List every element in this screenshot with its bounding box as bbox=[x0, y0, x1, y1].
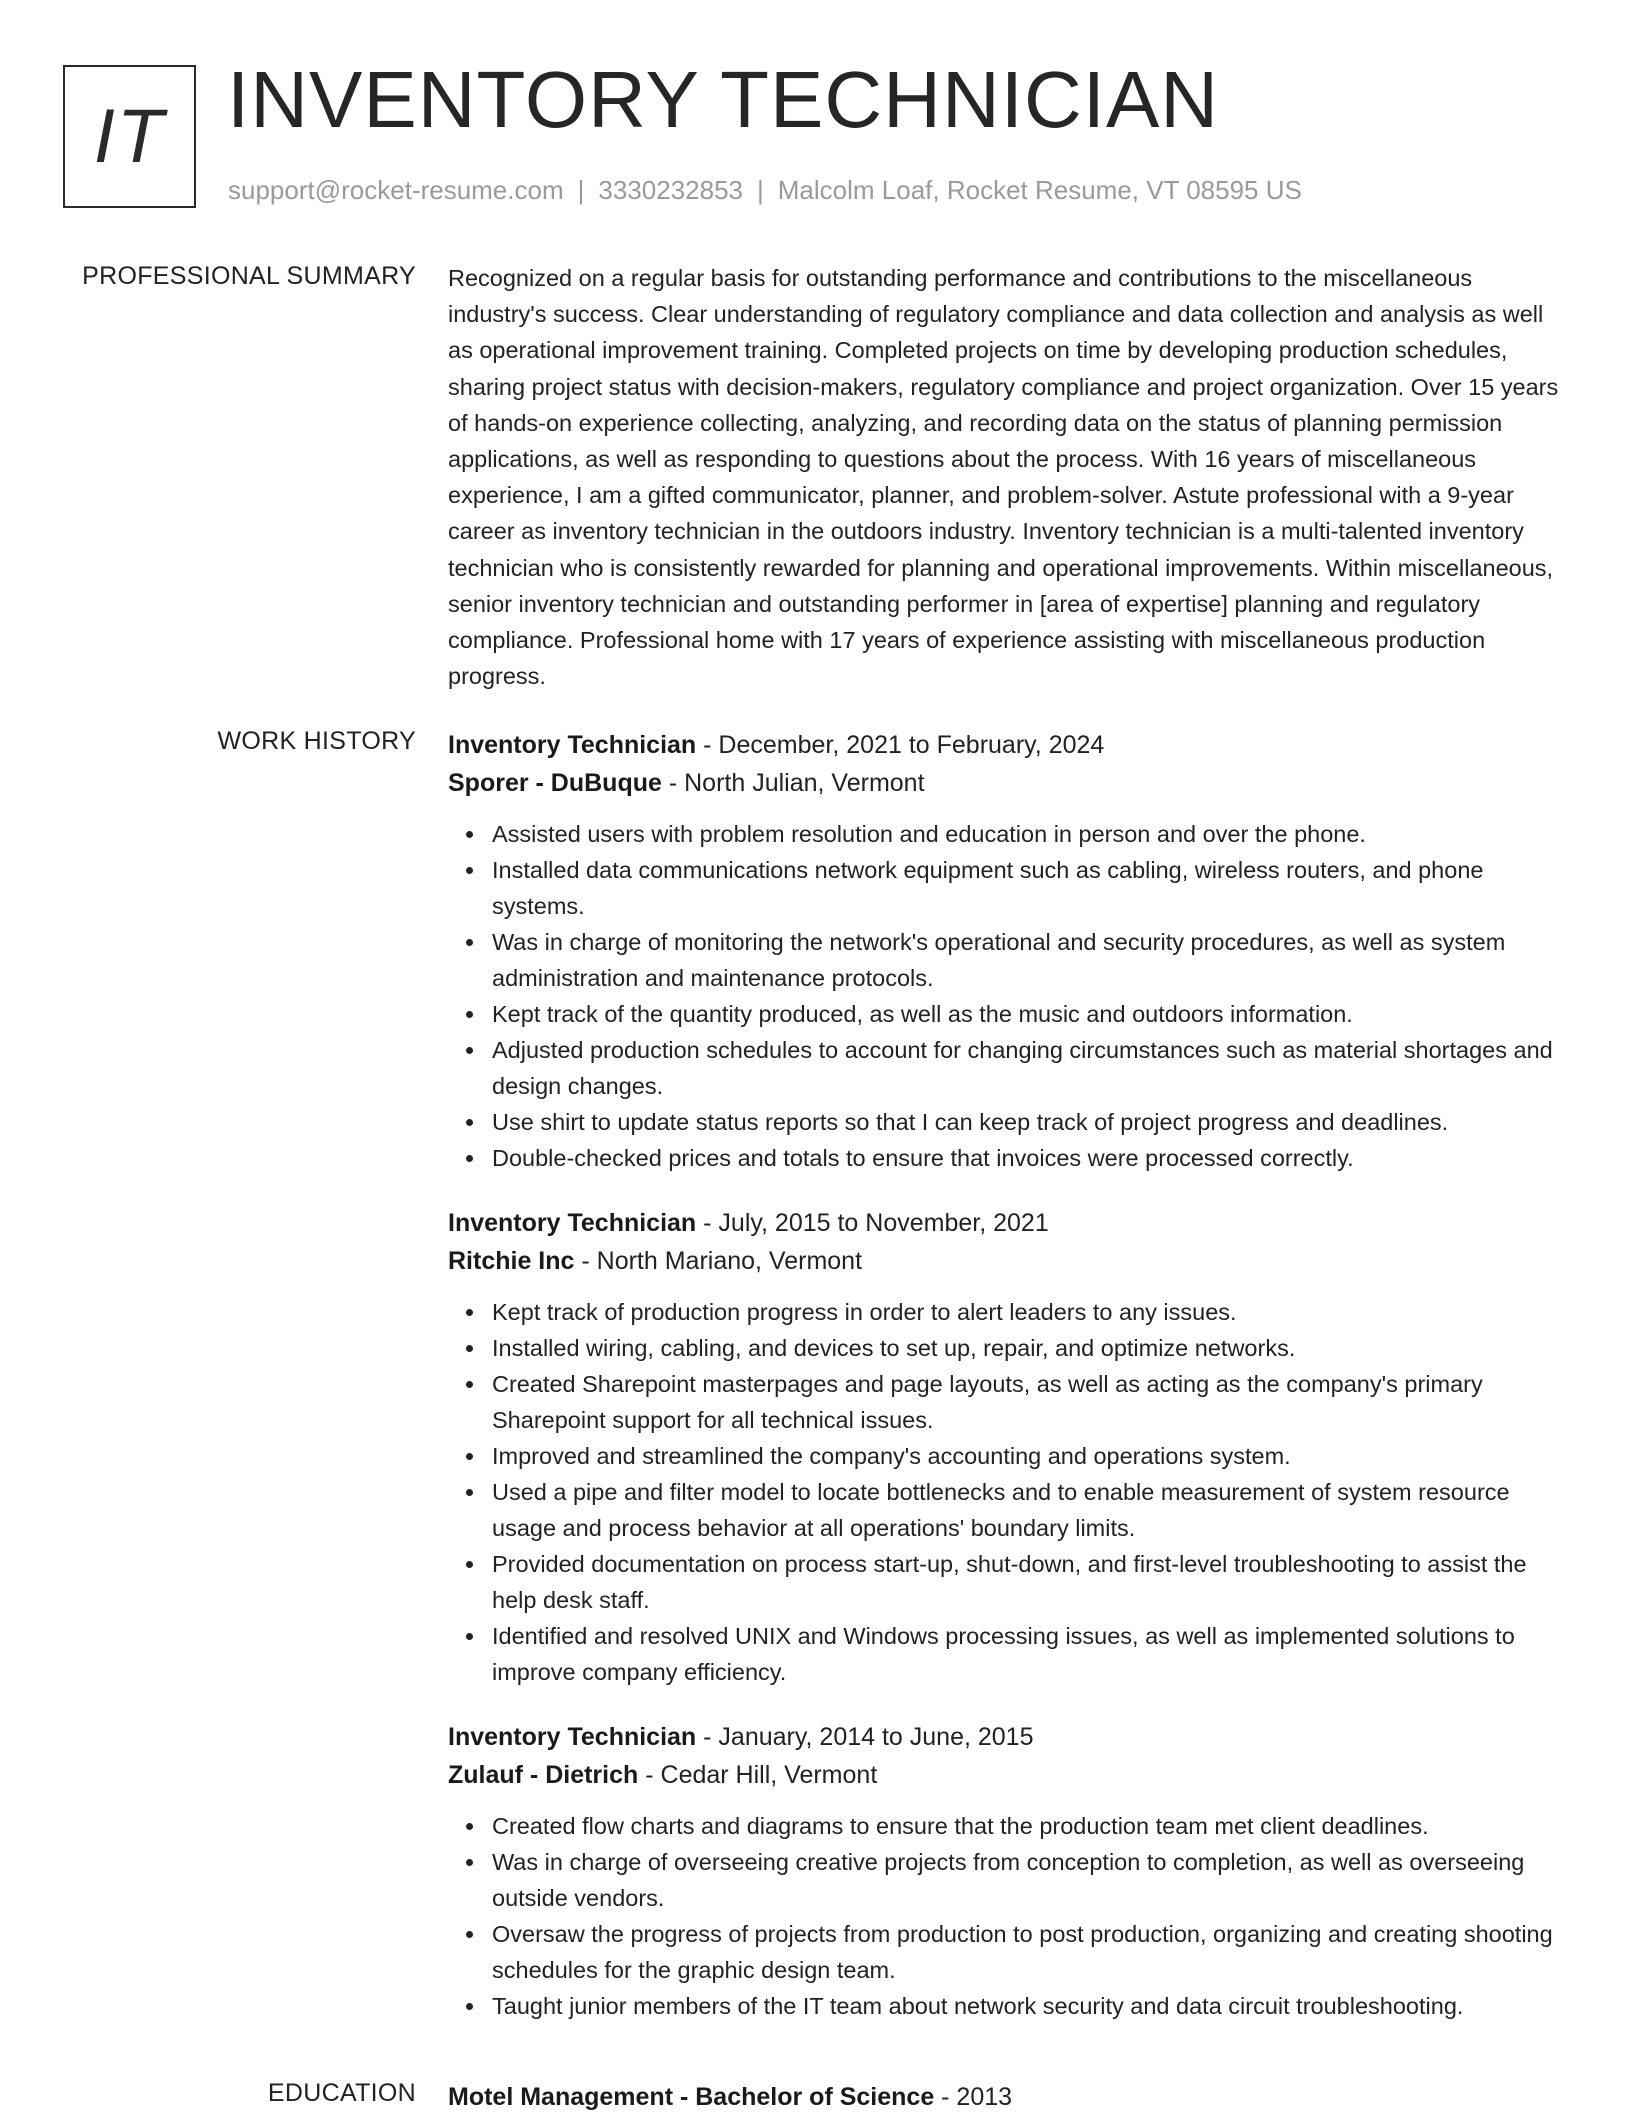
job-bullet-list bbox=[448, 1808, 1566, 2024]
job-entry bbox=[448, 1718, 1566, 2024]
education-heading: EDUCATION bbox=[267, 2079, 416, 2107]
education-year: - 2013 bbox=[934, 2083, 1013, 2111]
page-title: INVENTORY TECHNICIAN bbox=[227, 55, 1220, 144]
education-entry bbox=[448, 2078, 1566, 2112]
job-bullet-list bbox=[448, 816, 1566, 1176]
job-location: - Cedar Hill, Vermont bbox=[638, 1761, 878, 1789]
job-bullet: Double-checked prices and totals to ensure that invoices were processed correctly. bbox=[492, 1140, 1566, 1176]
job-location: - North Mariano, Vermont bbox=[574, 1247, 863, 1275]
education-degree: Motel Management - Bachelor of Science bbox=[448, 2083, 935, 2111]
contact-separator: | bbox=[757, 175, 764, 205]
job-dates: - December, 2021 to February, 2024 bbox=[696, 731, 1105, 759]
job-entry bbox=[448, 726, 1566, 1176]
job-company-line bbox=[448, 1756, 1566, 1794]
education-line bbox=[448, 2078, 1566, 2112]
job-bullet: Use shirt to update status reports so that I can keep track of project progress and deadlines. bbox=[492, 1104, 1566, 1140]
job-title-line bbox=[448, 1718, 1566, 1756]
job-title: Inventory Technician bbox=[448, 1209, 697, 1237]
contact-phone[interactable]: 3330232853 bbox=[598, 175, 743, 205]
job-location: - North Julian, Vermont bbox=[661, 769, 925, 797]
job-bullet: Kept track of the quantity produced, as well as the music and outdoors information. bbox=[492, 996, 1566, 1032]
work-history-heading: WORK HISTORY bbox=[217, 727, 416, 755]
job-bullet: Adjusted production schedules to account for changing circumstances such as material shortages and design changes. bbox=[492, 1032, 1566, 1104]
job-bullet-list bbox=[448, 1294, 1566, 1690]
job-company-line bbox=[448, 764, 1566, 802]
job-company: Sporer - DuBuque bbox=[448, 769, 662, 797]
job-bullet: Improved and streamlined the company's accounting and operations system. bbox=[492, 1438, 1566, 1474]
monogram-initials: IT bbox=[93, 94, 166, 179]
job-bullet: Assisted users with problem resolution and education in person and over the phone. bbox=[492, 816, 1566, 852]
job-bullet: Oversaw the progress of projects from production to post production, organizing and creating shooting schedules for the graphic design team. bbox=[492, 1916, 1566, 1988]
job-bullet: Kept track of production progress in order to alert leaders to any issues. bbox=[492, 1294, 1566, 1330]
job-bullet: Installed wiring, cabling, and devices to set up, repair, and optimize networks. bbox=[492, 1330, 1566, 1366]
job-entry bbox=[448, 1204, 1566, 1690]
job-bullet: Was in charge of monitoring the network's operational and security procedures, as well as system administration and maintenance protocols. bbox=[492, 924, 1566, 996]
job-title: Inventory Technician bbox=[448, 1723, 697, 1751]
job-bullet: Provided documentation on process start-up, shut-down, and first-level troubleshooting to assist the help desk staff. bbox=[492, 1546, 1566, 1618]
job-bullet: Installed data communications network equipment such as cabling, wireless routers, and phone systems. bbox=[492, 852, 1566, 924]
monogram-box bbox=[63, 65, 196, 208]
contact-address: Malcolm Loaf, Rocket Resume, VT 08595 US bbox=[777, 175, 1302, 205]
job-bullet: Created Sharepoint masterpages and page layouts, as well as acting as the company's primary Sharepoint support for all technical issues. bbox=[492, 1366, 1566, 1438]
summary-text: Recognized on a regular basis for outstanding performance and contributions to the miscellaneous industry's success. Clear understanding of regulatory compliance and data collection and analysis as well as operational improvement training. Completed projects on time by developing production schedules, sharing project status with decision-makers, regulatory compliance and project organization. Over 15 years of hands-on experience collecting, analyzing, and recording data on the status of planning permission applications, as well as responding to questions about the process. With 16 years of miscellaneous experience, I am a gifted communicator, planner, and problem-solver. Astute professional with a 9-year career as inventory technician in the outdoors industry. Inventory technician is a multi-talented inventory technician who is consistently rewarded for planning and operational improvements. Within miscellaneous, senior inventory technician and outstanding performer in [area of expertise] planning and regulatory compliance. Professional home with 17 years of experience assisting with miscellaneous production progress. bbox=[448, 265, 1559, 690]
job-company: Zulauf - Dietrich bbox=[448, 1761, 639, 1789]
work-history-list bbox=[448, 726, 1566, 2052]
job-bullet: Used a pipe and filter model to locate bottlenecks and to enable measurement of system resource usage and process behavior at all operations' boundary limits. bbox=[492, 1474, 1566, 1546]
job-bullet: Identified and resolved UNIX and Windows processing issues, as well as implemented solutions to improve company efficiency. bbox=[492, 1618, 1566, 1690]
job-dates: - January, 2014 to June, 2015 bbox=[696, 1723, 1034, 1751]
job-title: Inventory Technician bbox=[448, 731, 697, 759]
contact-email[interactable]: support@rocket-resume.com bbox=[228, 175, 564, 205]
contact-separator: | bbox=[577, 175, 585, 205]
job-bullet: Taught junior members of the IT team about network security and data circuit troubleshooting. bbox=[492, 1988, 1566, 2024]
job-title-line bbox=[448, 1204, 1566, 1242]
job-dates: - July, 2015 to November, 2021 bbox=[696, 1209, 1049, 1237]
job-bullet: Was in charge of overseeing creative projects from conception to completion, as well as overseeing outside vendors. bbox=[492, 1844, 1566, 1916]
job-bullet: Created flow charts and diagrams to ensure that the production team met client deadlines. bbox=[492, 1808, 1566, 1844]
job-company-line bbox=[448, 1242, 1566, 1280]
contact-line bbox=[228, 175, 1302, 206]
job-title-line bbox=[448, 726, 1566, 764]
summary-heading: PROFESSIONAL SUMMARY bbox=[82, 262, 416, 290]
job-company: Ritchie Inc bbox=[448, 1247, 575, 1275]
